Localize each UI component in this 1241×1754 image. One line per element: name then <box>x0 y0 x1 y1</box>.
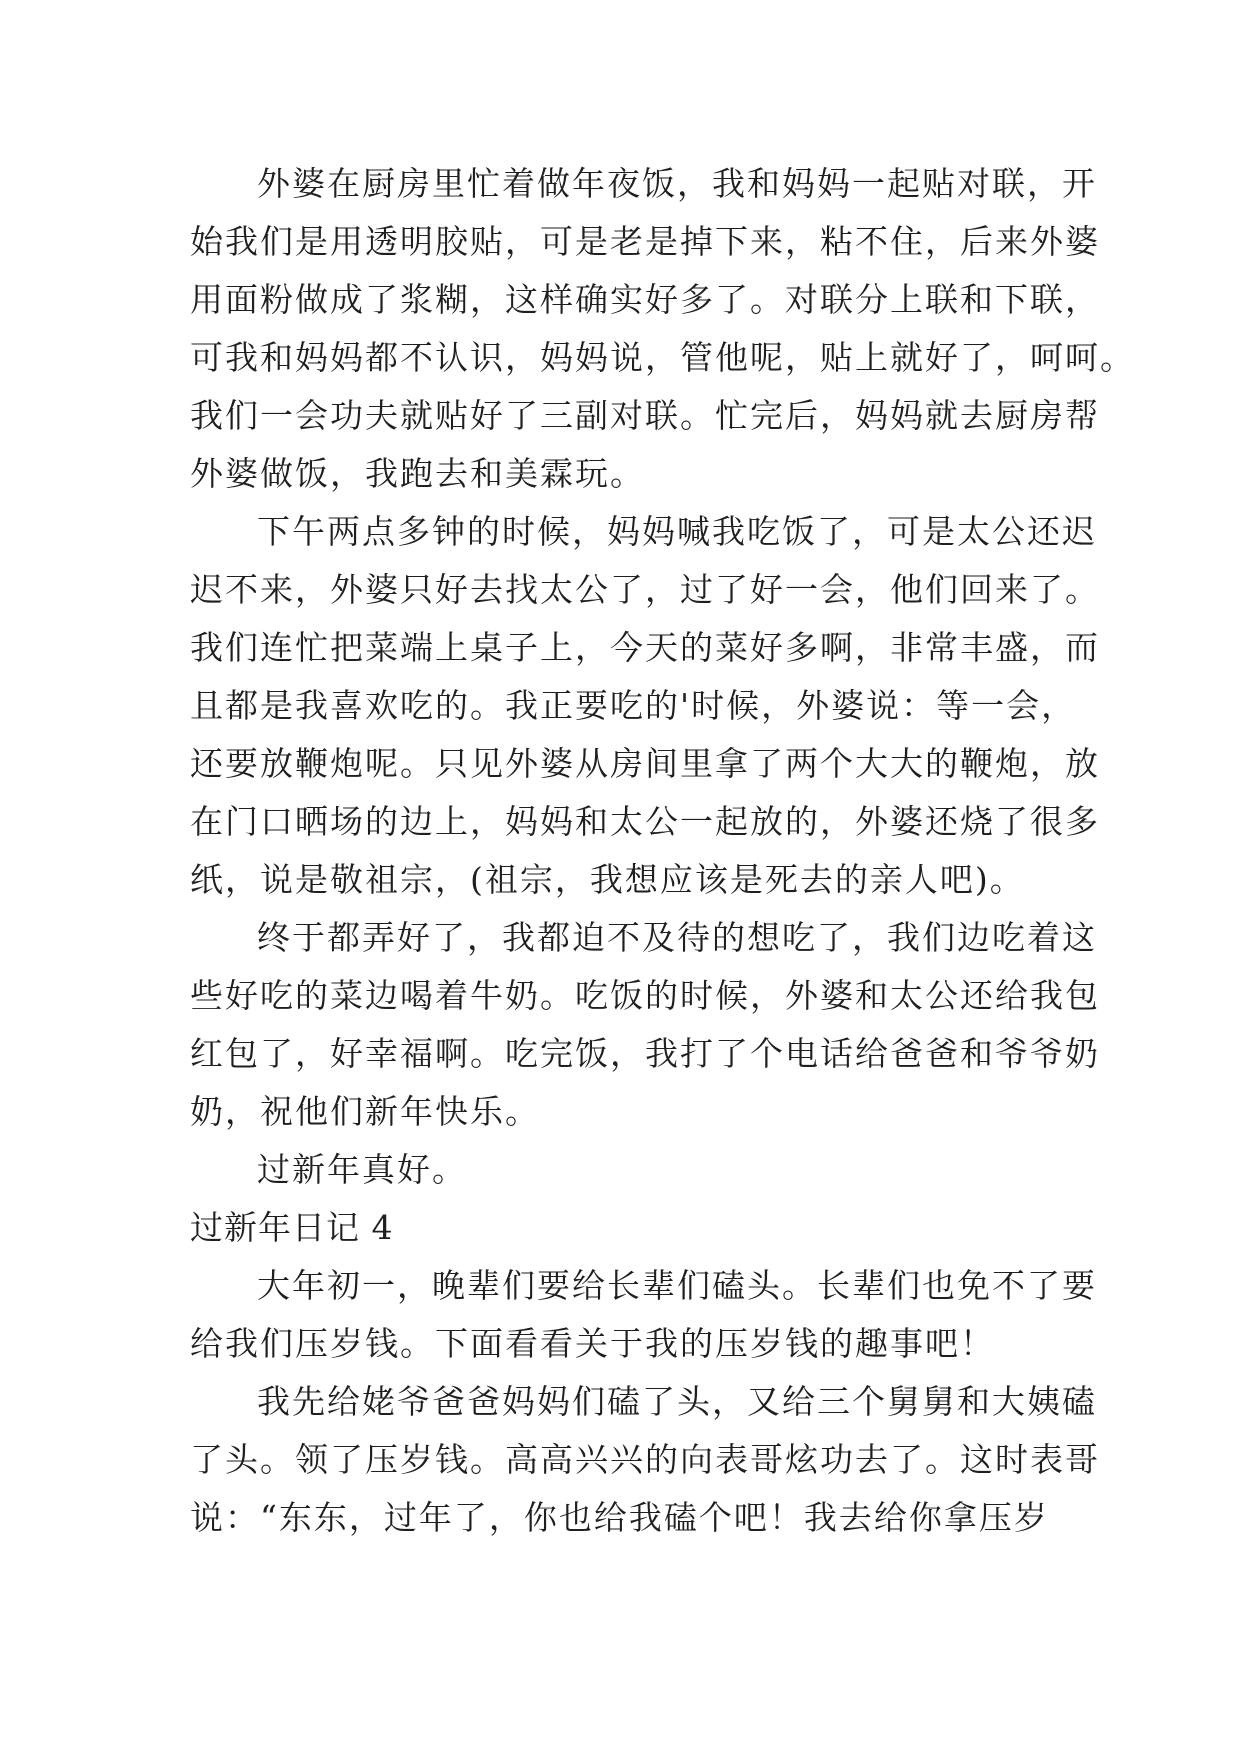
paragraph-line: 始我们是用透明胶贴，可是老是掉下来，粘不住，后来外婆 <box>190 222 1100 261</box>
paragraph-line: 用面粉做成了浆糊，这样确实好多了。对联分上联和下联， <box>190 280 1100 319</box>
paragraph-line: 我先给姥爷爸爸妈妈们磕了头，又给三个舅舅和大姨磕 <box>257 1382 1097 1421</box>
paragraph-line: 些好吃的菜边喝着牛奶。吃饭的时候，外婆和太公还给我包 <box>190 976 1100 1015</box>
paragraph-line: 迟不来，外婆只好去找太公了，过了好一会，他们回来了。 <box>190 570 1100 609</box>
paragraph-line: 给我们压岁钱。下面看看关于我的压岁钱的趣事吧！ <box>190 1324 995 1363</box>
paragraph-line: 外婆在厨房里忙着做年夜饭，我和妈妈一起贴对联，开 <box>257 164 1097 203</box>
paragraph-line: 我们一会功夫就贴好了三副对联。忙完后，妈妈就去厨房帮 <box>190 396 1100 435</box>
paragraph-line: 奶，祝他们新年快乐。 <box>190 1092 540 1131</box>
section-heading: 过新年日记 4 <box>190 1208 394 1247</box>
paragraph-line: 红包了，好幸福啊。吃完饭，我打了个电话给爸爸和爷爷奶 <box>190 1034 1100 1073</box>
paragraph-line: 在门口晒场的边上，妈妈和太公一起放的，外婆还烧了很多 <box>190 802 1100 841</box>
paragraph-line: 纸，说是敬祖宗，(祖宗，我想应该是死去的亲人吧)。 <box>190 860 1025 899</box>
paragraph-line: 终于都弄好了，我都迫不及待的想吃了，我们边吃着这 <box>257 918 1097 957</box>
paragraph-line: 可我和妈妈都不认识，妈妈说，管他呢，贴上就好了，呵呵。 <box>190 338 1135 377</box>
paragraph-line: 我们连忙把菜端上桌子上，今天的菜好多啊，非常丰盛，而 <box>190 628 1100 667</box>
paragraph-line: 过新年真好。 <box>257 1150 467 1189</box>
paragraph-line: 外婆做饭，我跑去和美霖玩。 <box>190 454 645 493</box>
paragraph-line: 下午两点多钟的时候，妈妈喊我吃饭了，可是太公还迟 <box>257 512 1097 551</box>
paragraph-line: 还要放鞭炮呢。只见外婆从房间里拿了两个大大的鞭炮，放 <box>190 744 1100 783</box>
paragraph-line: 大年初一，晚辈们要给长辈们磕头。长辈们也免不了要 <box>257 1266 1097 1305</box>
paragraph-line: 说：“东东，过年了，你也给我磕个吧！我去给你拿压岁 <box>190 1498 1049 1537</box>
paragraph-line: 且都是我喜欢吃的。我正要吃的'时候，外婆说：等一会， <box>190 686 1077 725</box>
paragraph-line: 了头。领了压岁钱。高高兴兴的向表哥炫功去了。这时表哥 <box>190 1440 1100 1479</box>
